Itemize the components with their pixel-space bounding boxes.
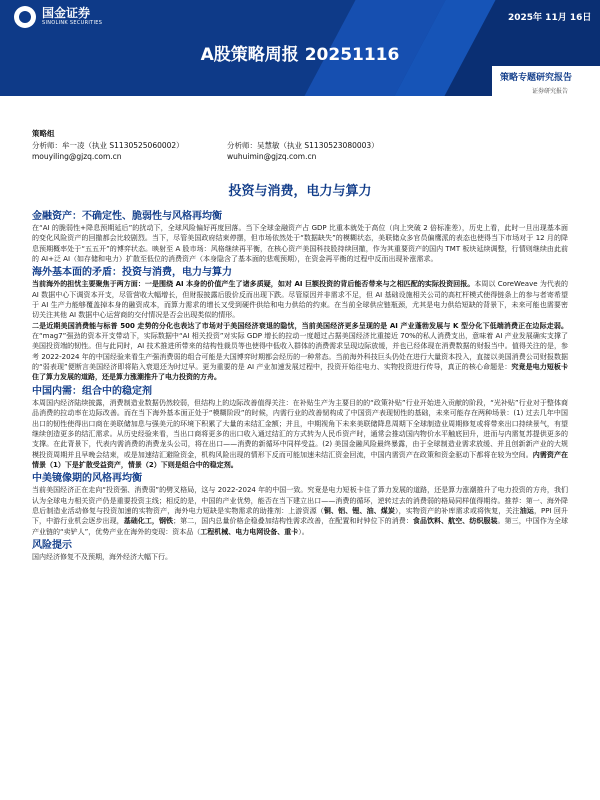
section-heading: 海外基本面的矛盾：投资与消费，电力与算力 (32, 267, 232, 279)
paragraph: 当前美国经济正在走向“投资强、消费弱”的劈叉格局，这与 2022-2024 年的中国一致。究竟是电力短板卡住了算力发展的道路，还是算力涨潮推升了电力投资的方舟，我们认为全球电力相关资产仍是重要投资主线；相反的是，中国的产业优势，能否在当下建立出口——消费的循环，逆转过去的消费弱的格局同样值得期待。推荐：第一、海外降息后制造业活动修复与投资加速的实物资产，海外电力短缺是实物需求的助推剂：上游资源（铜、铝、锂、油、煤炭），实物资产的补库需求或将恢复，关注油运，PPI 回升下，中游行业机会逐步出现，基础化工，钢铁；第二，国内总量价格企稳叠加结构性需求改善，在配置和时钟位下的消费：食品饮料、航空、纺织服装。第三，中国作为全球产业链的“卖铲人”，优势产业在海外的变现：资本品（工程机械、电力电网设备、重卡）。 (32, 486, 569, 536)
paragraph: 当前海外的担忧主要聚焦于两方面：一是围绕 AI 本身的价值产生了诸多质疑，如对 AI 巨额投资的背后能否带来与之相匹配的实际投资回报。本周以 CoreWeave 为代表的 AI 数据中心下调资本开支，尽管营收大幅增长，但财报披露后股价反而出现下跌。尽管原因并非需求不足，但 AI 基础设施相关公司的高杠杆模式使得链条上的参与者寄希望于 AI 生产力能够覆盖掉本身的融资成本，而算力需求的增长又受到硬件供给和电力供给的约束。在当前全球供应链瓶颈，尤其是电力供给短缺的背景下，未来可能也需要密切关注其他 AI 数据中心运营商的交付情况是否会出现类似的情形。 (32, 280, 568, 320)
section-heading: 风险提示 (32, 539, 72, 551)
section-heading: 中国内需：组合中的稳定剂 (32, 385, 152, 397)
sinolink-logo (14, 6, 102, 28)
analyst-2-name: 分析师：吴慧敏（执业 S1130523080003） (227, 141, 379, 150)
section-heading: 中美镜像期的风格再均衡 (32, 473, 142, 485)
report-date: 2025年 11月 16日 (508, 13, 592, 23)
logo-name-en: SINOLINK SECURITIES (42, 20, 103, 26)
report-type: 策略专题研究报告 (500, 73, 573, 83)
logo-icon (14, 6, 36, 28)
paragraph: 在“AI 的脆弱性+降息预期延后”的扰动下，全球风险偏好再度回落。当下全球金融资产占 GDP 比重本就处于高位（向上突破 2 倍标准差），历史上看，此时一旦出现基本面的变化风险资产的回撤都会比较剧烈。当下，尽管美国政府结束停摆，但市场依然处于“数据缺失”的模糊状态，美联储众多官员偏鹰派的表态也使得当下市场对于 12 月的降息预期概率处于“五五开”的博弈状态。映射至 A 股市场：风格继续再平衡，在核心资产美国科技股持续回撤，作为其重要资产的国内 TMT 板块延续调整，行情则继续由此前的 AI+泛 AI（如存储和电力）扩散至低位的消费资产（本身隐含了基本面的悲观预期），在资金再平衡的过程中反而出现补涨需求。 (32, 224, 568, 264)
analyst-1-email[interactable]: mouyiling@gjzq.com.cn (32, 152, 122, 161)
paragraph: 本周国内经济陆续披露，消费制造业数据仍然较弱，但结构上的边际改善值得关注：在补贴生产为主要目的的“政策补贴”行业开始进入贡献的阶段，“光补贴”行业对于整体商品消费的拉动率在边际改善。而在当下海外基本面正处于“模糊阶段”的时候，内需行业的改善韧构成了中国资产表现韧性的基础，未来可能存在两种场景：(1) 过去几年中国出口的韧性使得出口商在美联储加息与强美元的环境下积累了大量的未结汇金额；并且，中期视角下未来美联储降息周期下全球制造业周期修复或将带来出口持续景气，有望继续创造更多的结汇需求。从历史经验来看，当出口商将更多的出口收入通过结汇的方式转为人民币资产时，通常会推动国内物价水平触底回升，进而与内需复苏提供更多的支撑。在此背景下，代表内需消费的消费龙头公司，将在出口——消费的新循环中同样受益。(2) 美国金融风险最终暴露，由于全球制造业需求放缓、并且创新新产业的大规模投资周期并且早晚会结束，或是加速结汇避险资金，机构风险出现的情形下反而可能加速未结汇资金回流，中国内需资产在政策和资金驱动下都将在较为空间。内需资产在情景（1）下是扩散受益资产，情景（2）下则是组合中的稳定剂。 (32, 398, 569, 469)
report-subtype: 证券研究报告 (532, 88, 569, 95)
report-type-box (492, 66, 600, 100)
paragraph: 二是近期美国消费能与标普 500 走势的分化也表达了市场对于美国经济衰退的隐忧，当前美国经济更多呈现的是 AI 产业蓬勃发展与 K 型分化下低端消费正在边际走弱。在“mag7”强劲的资本开支带动下，实际数据中“AI 相关投资”对实际 GDP 增长的拉动一度超过占据美国经济比重接近 70%的私人消费支出，意味着 AI 产业发展确实支撑了美国投资端的韧性。但与此同时，AI 技术推进所带来的结构性裁员等也使得中低收入群体的消费需求呈现边际放缓，并也已经体现在消费数据的财报当中。值得关注的是，参考 2022-2024 年的中国经验来看生产强消费弱的组合可能是大国博弈时期都会经历的一种常态。当前海外科技巨头仍处在进行大量资本投入，直接以美国消费公司财报数据的“弱表现”便断言美国经济即将陷入衰退还为时过早。更为重要的是 AI 产业加速发展过程中，投资开始往电力、实物投资进行传导，真正的核心命题是：究竟是电力短板卡住了算力发展的道路，还是算力涨潮推升了电力投资的方舟。 (32, 321, 568, 382)
analyst-1-name: 分析师：牟一凌（执业 S1130525060002） (32, 141, 184, 150)
analyst-block (32, 128, 572, 162)
logo-name-cn: 国金证券 (42, 6, 91, 20)
section-heading: 金融资产：不确定性、脆弱性与风格再均衡 (32, 211, 222, 222)
analyst-2-email[interactable]: wuhuimin@gjzq.com.cn (227, 152, 317, 161)
team-label: 策略组 (32, 129, 55, 138)
paragraph: 国内经济修复不及预期，海外经济大幅下行。 (32, 552, 172, 561)
report-body (32, 208, 568, 562)
report-title: A股策略周报 20251116 (200, 45, 400, 65)
report-main-title: 投资与消费，电力与算力 (228, 184, 372, 199)
